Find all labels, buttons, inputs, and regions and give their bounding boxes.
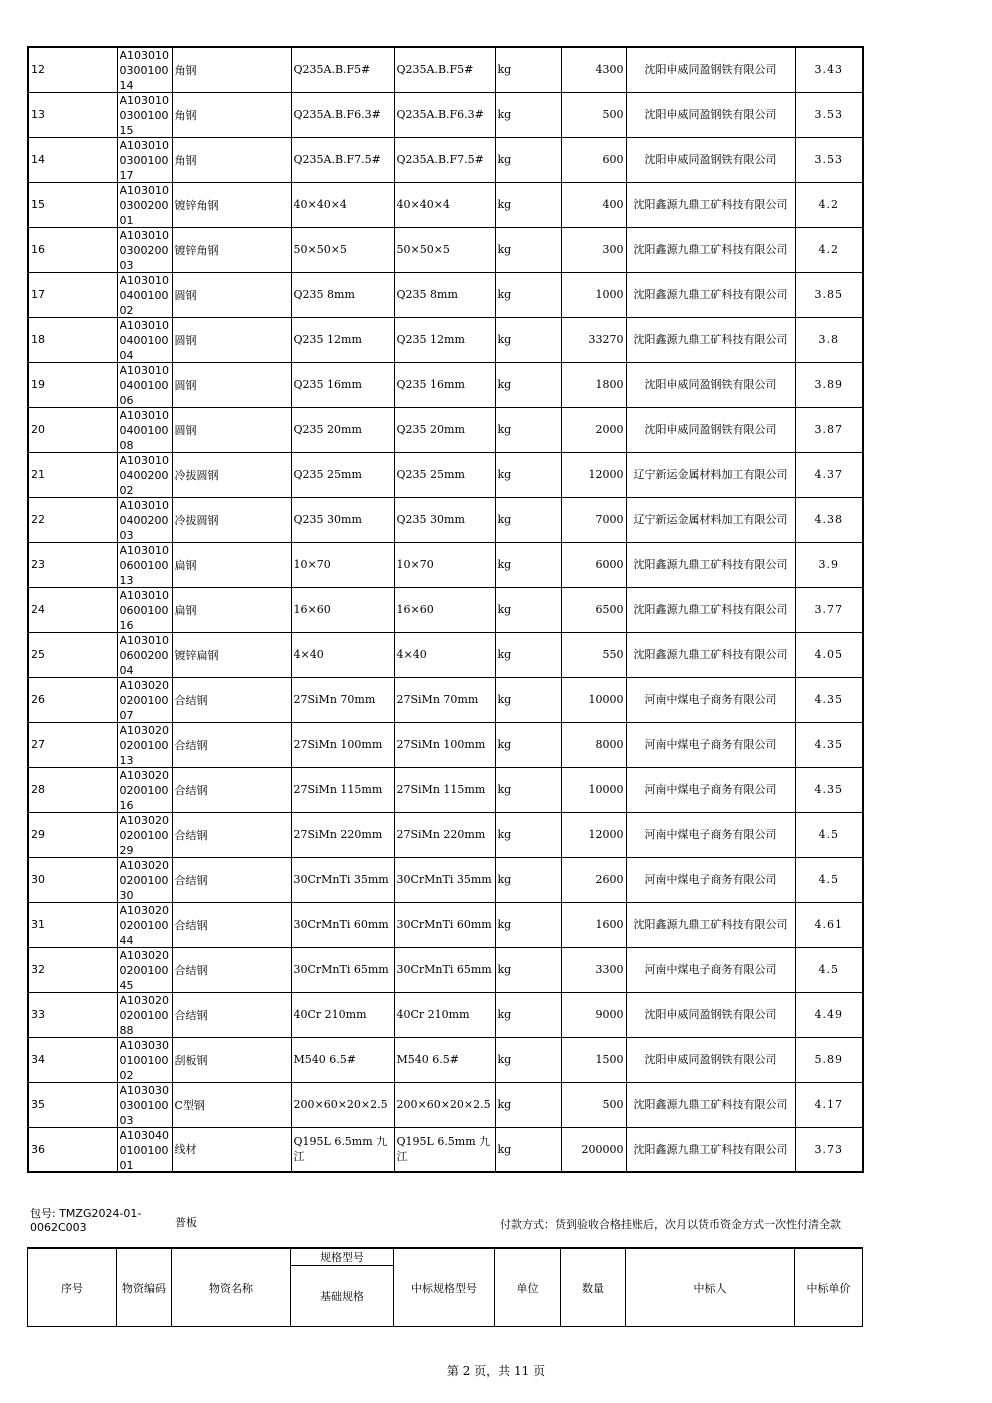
winning-bidder: 沈阳鑫源九鼎工矿科技有限公司 bbox=[626, 902, 795, 947]
winning-bidder: 沈阳申威同盈钢铁有限公司 bbox=[626, 992, 795, 1037]
header-spec-group: 规格型号 bbox=[291, 1248, 394, 1266]
row-number: 17 bbox=[28, 272, 117, 317]
bid-spec: 30CrMnTi 65mm bbox=[394, 947, 495, 992]
unit-price: 4.37 bbox=[795, 452, 863, 497]
winning-bidder: 沈阳鑫源九鼎工矿科技有限公司 bbox=[626, 182, 795, 227]
row-number: 12 bbox=[28, 47, 117, 92]
material-code bbox=[117, 1082, 172, 1127]
table-row bbox=[28, 677, 863, 722]
unit-price: 3.77 bbox=[795, 587, 863, 632]
quantity: 1000 bbox=[561, 272, 626, 317]
winning-bidder: 辽宁新运金属材料加工有限公司 bbox=[626, 497, 795, 542]
material-code bbox=[117, 452, 172, 497]
bid-spec: 10×70 bbox=[394, 542, 495, 587]
table-row bbox=[28, 1082, 863, 1127]
winning-bidder: 沈阳申威同盈钢铁有限公司 bbox=[626, 92, 795, 137]
table-row bbox=[28, 767, 863, 812]
quantity: 550 bbox=[561, 632, 626, 677]
material-code bbox=[117, 362, 172, 407]
quantity: 33270 bbox=[561, 317, 626, 362]
winning-bidder: 沈阳申威同盈钢铁有限公司 bbox=[626, 362, 795, 407]
table-row bbox=[28, 407, 863, 452]
row-number: 24 bbox=[28, 587, 117, 632]
row-number: 26 bbox=[28, 677, 117, 722]
material-code-text: A1030100400200 02 bbox=[119, 454, 170, 496]
material-name: 角钢 bbox=[172, 47, 291, 92]
material-name: 圆钢 bbox=[172, 407, 291, 452]
bid-spec: M540 6.5# bbox=[394, 1037, 495, 1082]
table-row bbox=[28, 542, 863, 587]
header-spec-bid: 中标规格型号 bbox=[394, 1248, 495, 1327]
quantity: 400 bbox=[561, 182, 626, 227]
base-spec: Q235 30mm bbox=[291, 497, 394, 542]
material-name: 镀锌角钢 bbox=[172, 227, 291, 272]
table-row bbox=[28, 992, 863, 1037]
material-name: 合结钢 bbox=[172, 812, 291, 857]
table-row bbox=[28, 902, 863, 947]
material-code-text: A1030200200100 13 bbox=[119, 724, 170, 766]
bid-spec: Q195L 6.5mm 九江 bbox=[394, 1127, 495, 1172]
unit: kg bbox=[495, 902, 561, 947]
header-no: 序号 bbox=[28, 1248, 117, 1327]
quantity: 9000 bbox=[561, 992, 626, 1037]
material-name: 扁钢 bbox=[172, 542, 291, 587]
unit: kg bbox=[495, 1127, 561, 1172]
material-name: 冷拔圆钢 bbox=[172, 452, 291, 497]
unit-price: 4.35 bbox=[795, 722, 863, 767]
bid-spec: Q235 16mm bbox=[394, 362, 495, 407]
quantity: 500 bbox=[561, 1082, 626, 1127]
winning-bidder: 沈阳鑫源九鼎工矿科技有限公司 bbox=[626, 1082, 795, 1127]
package-number: 包号: TMZG2024-01-0062C003 bbox=[30, 1207, 142, 1234]
row-number: 32 bbox=[28, 947, 117, 992]
unit-price: 3.87 bbox=[795, 407, 863, 452]
bid-spec: 27SiMn 115mm bbox=[394, 767, 495, 812]
base-spec: 30CrMnTi 60mm bbox=[291, 902, 394, 947]
unit: kg bbox=[495, 1037, 561, 1082]
row-number: 30 bbox=[28, 857, 117, 902]
unit-price: 4.5 bbox=[795, 857, 863, 902]
header-qty: 数量 bbox=[561, 1248, 626, 1327]
base-spec: 27SiMn 70mm bbox=[291, 677, 394, 722]
quantity: 1500 bbox=[561, 1037, 626, 1082]
unit: kg bbox=[495, 947, 561, 992]
base-spec: 27SiMn 100mm bbox=[291, 722, 394, 767]
unit-price: 4.05 bbox=[795, 632, 863, 677]
base-spec: M540 6.5# bbox=[291, 1037, 394, 1082]
material-code-text: A1030100600200 04 bbox=[119, 634, 170, 676]
material-code bbox=[117, 857, 172, 902]
base-spec: 4×40 bbox=[291, 632, 394, 677]
unit-price: 4.49 bbox=[795, 992, 863, 1037]
bid-spec: Q235 25mm bbox=[394, 452, 495, 497]
base-spec: Q235 12mm bbox=[291, 317, 394, 362]
winning-bidder: 沈阳鑫源九鼎工矿科技有限公司 bbox=[626, 227, 795, 272]
payment-terms: 付款方式：货到验收合格挂账后，次月以货币资金方式一次性付清全款 bbox=[500, 1218, 841, 1231]
material-code bbox=[117, 722, 172, 767]
material-code bbox=[117, 182, 172, 227]
table-row bbox=[28, 452, 863, 497]
unit: kg bbox=[495, 542, 561, 587]
base-spec: Q235 25mm bbox=[291, 452, 394, 497]
material-code bbox=[117, 1037, 172, 1082]
material-name: 合结钢 bbox=[172, 857, 291, 902]
unit: kg bbox=[495, 767, 561, 812]
winning-bidder: 沈阳鑫源九鼎工矿科技有限公司 bbox=[626, 587, 795, 632]
quantity: 6000 bbox=[561, 542, 626, 587]
table-row bbox=[28, 227, 863, 272]
winning-bidder: 沈阳鑫源九鼎工矿科技有限公司 bbox=[626, 1127, 795, 1172]
winning-bidder: 沈阳申威同盈钢铁有限公司 bbox=[626, 407, 795, 452]
unit: kg bbox=[495, 677, 561, 722]
quantity: 1600 bbox=[561, 902, 626, 947]
material-name: 冷拔圆钢 bbox=[172, 497, 291, 542]
material-code-text: A1030100400100 02 bbox=[119, 274, 170, 316]
bid-spec: 30CrMnTi 35mm bbox=[394, 857, 495, 902]
table-row bbox=[28, 92, 863, 137]
table-row bbox=[28, 272, 863, 317]
unit-price: 3.73 bbox=[795, 1127, 863, 1172]
material-name: 合结钢 bbox=[172, 767, 291, 812]
table-row bbox=[28, 722, 863, 767]
material-code bbox=[117, 812, 172, 857]
unit: kg bbox=[495, 587, 561, 632]
bid-spec: 27SiMn 100mm bbox=[394, 722, 495, 767]
material-code-text: A1030100400100 08 bbox=[119, 409, 170, 451]
unit: kg bbox=[495, 812, 561, 857]
table-row bbox=[28, 947, 863, 992]
base-spec: Q195L 6.5mm 九江 bbox=[291, 1127, 394, 1172]
table-row bbox=[28, 317, 863, 362]
material-code bbox=[117, 632, 172, 677]
quantity: 3300 bbox=[561, 947, 626, 992]
material-name: C型钢 bbox=[172, 1082, 291, 1127]
row-number: 16 bbox=[28, 227, 117, 272]
unit: kg bbox=[495, 1082, 561, 1127]
material-name: 刮板钢 bbox=[172, 1037, 291, 1082]
row-number: 27 bbox=[28, 722, 117, 767]
winning-bidder: 沈阳鑫源九鼎工矿科技有限公司 bbox=[626, 632, 795, 677]
quantity: 4300 bbox=[561, 47, 626, 92]
quantity: 600 bbox=[561, 137, 626, 182]
unit-price: 4.2 bbox=[795, 182, 863, 227]
winning-bidder: 河南中煤电子商务有限公司 bbox=[626, 812, 795, 857]
unit: kg bbox=[495, 92, 561, 137]
winning-bidder: 沈阳申威同盈钢铁有限公司 bbox=[626, 137, 795, 182]
material-code-text: A1030200200100 45 bbox=[119, 949, 170, 991]
quantity: 12000 bbox=[561, 812, 626, 857]
material-name: 合结钢 bbox=[172, 722, 291, 767]
bid-spec: 27SiMn 220mm bbox=[394, 812, 495, 857]
table-row bbox=[28, 137, 863, 182]
winning-bidder: 沈阳申威同盈钢铁有限公司 bbox=[626, 47, 795, 92]
unit: kg bbox=[495, 992, 561, 1037]
bid-spec: 40Cr 210mm bbox=[394, 992, 495, 1037]
quantity: 7000 bbox=[561, 497, 626, 542]
table-row bbox=[28, 182, 863, 227]
header-spec-base: 基础规格 bbox=[291, 1266, 394, 1327]
bid-spec: 200×60×20×2.5 bbox=[394, 1082, 495, 1127]
row-number: 33 bbox=[28, 992, 117, 1037]
bid-spec: Q235 8mm bbox=[394, 272, 495, 317]
unit-price: 4.5 bbox=[795, 812, 863, 857]
base-spec: Q235 8mm bbox=[291, 272, 394, 317]
base-spec: 200×60×20×2.5 bbox=[291, 1082, 394, 1127]
quantity: 300 bbox=[561, 227, 626, 272]
base-spec: Q235 16mm bbox=[291, 362, 394, 407]
material-code bbox=[117, 677, 172, 722]
unit-price: 3.8 bbox=[795, 317, 863, 362]
row-number: 13 bbox=[28, 92, 117, 137]
material-code-text: A1030100300200 01 bbox=[119, 184, 170, 226]
material-name: 圆钢 bbox=[172, 362, 291, 407]
bid-spec: 50×50×5 bbox=[394, 227, 495, 272]
unit: kg bbox=[495, 722, 561, 767]
row-number: 23 bbox=[28, 542, 117, 587]
material-name: 圆钢 bbox=[172, 272, 291, 317]
winning-bidder: 河南中煤电子商务有限公司 bbox=[626, 857, 795, 902]
row-number: 25 bbox=[28, 632, 117, 677]
base-spec: Q235 20mm bbox=[291, 407, 394, 452]
bid-spec: 30CrMnTi 60mm bbox=[394, 902, 495, 947]
row-number: 29 bbox=[28, 812, 117, 857]
unit-price: 4.2 bbox=[795, 227, 863, 272]
quantity: 12000 bbox=[561, 452, 626, 497]
material-name: 圆钢 bbox=[172, 317, 291, 362]
table-row bbox=[28, 362, 863, 407]
material-name: 角钢 bbox=[172, 137, 291, 182]
unit-price: 3.89 bbox=[795, 362, 863, 407]
material-code-text: A1030200200100 16 bbox=[119, 769, 170, 811]
material-code bbox=[117, 497, 172, 542]
unit-price: 5.89 bbox=[795, 1037, 863, 1082]
material-name: 镀锌角钢 bbox=[172, 182, 291, 227]
unit: kg bbox=[495, 407, 561, 452]
header-vendor: 中标人 bbox=[626, 1248, 795, 1327]
row-number: 34 bbox=[28, 1037, 117, 1082]
unit-price: 4.5 bbox=[795, 947, 863, 992]
material-name: 合结钢 bbox=[172, 992, 291, 1037]
winning-bidder: 沈阳鑫源九鼎工矿科技有限公司 bbox=[626, 542, 795, 587]
quantity: 200000 bbox=[561, 1127, 626, 1172]
row-number: 14 bbox=[28, 137, 117, 182]
table-row bbox=[28, 1127, 863, 1172]
unit-price: 4.38 bbox=[795, 497, 863, 542]
bid-spec: Q235A.B.F6.3# bbox=[394, 92, 495, 137]
base-spec: 27SiMn 220mm bbox=[291, 812, 394, 857]
table-row bbox=[28, 812, 863, 857]
unit-price: 3.53 bbox=[795, 92, 863, 137]
bid-spec: 16×60 bbox=[394, 587, 495, 632]
unit: kg bbox=[495, 137, 561, 182]
material-code-text: A1030100300100 17 bbox=[119, 139, 170, 181]
unit: kg bbox=[495, 227, 561, 272]
unit: kg bbox=[495, 182, 561, 227]
material-code-text: A1030300100100 02 bbox=[119, 1039, 170, 1081]
material-code-text: A1030100300100 15 bbox=[119, 94, 170, 136]
base-spec: 16×60 bbox=[291, 587, 394, 632]
table-row bbox=[28, 497, 863, 542]
unit-price: 4.35 bbox=[795, 677, 863, 722]
material-code bbox=[117, 317, 172, 362]
material-name: 线材 bbox=[172, 1127, 291, 1172]
unit-price: 3.53 bbox=[795, 137, 863, 182]
material-name: 合结钢 bbox=[172, 677, 291, 722]
quantity: 1800 bbox=[561, 362, 626, 407]
material-code bbox=[117, 92, 172, 137]
header-price: 中标单价 bbox=[795, 1248, 863, 1327]
header-unit: 单位 bbox=[495, 1248, 561, 1327]
material-code-text: A1030100400100 06 bbox=[119, 364, 170, 406]
material-code-text: A1030100300100 14 bbox=[119, 49, 170, 92]
quantity: 8000 bbox=[561, 722, 626, 767]
material-code-text: A1030400100100 01 bbox=[119, 1128, 170, 1171]
material-code bbox=[117, 407, 172, 452]
base-spec: 30CrMnTi 65mm bbox=[291, 947, 394, 992]
material-code bbox=[117, 272, 172, 317]
base-spec: Q235A.B.F7.5# bbox=[291, 137, 394, 182]
row-number: 28 bbox=[28, 767, 117, 812]
row-number: 18 bbox=[28, 317, 117, 362]
unit-price: 3.9 bbox=[795, 542, 863, 587]
material-name: 镀锌扁钢 bbox=[172, 632, 291, 677]
quantity: 2000 bbox=[561, 407, 626, 452]
material-code-text: A1030100400100 04 bbox=[119, 319, 170, 361]
table-row bbox=[28, 1037, 863, 1082]
base-spec: Q235A.B.F5# bbox=[291, 47, 394, 92]
material-code-text: A1030100600100 16 bbox=[119, 589, 170, 631]
bid-spec: 27SiMn 70mm bbox=[394, 677, 495, 722]
material-code-text: A1030100300200 03 bbox=[119, 229, 170, 271]
winning-bidder: 河南中煤电子商务有限公司 bbox=[626, 767, 795, 812]
row-number: 31 bbox=[28, 902, 117, 947]
base-spec: 27SiMn 115mm bbox=[291, 767, 394, 812]
bid-spec: Q235A.B.F5# bbox=[394, 47, 495, 92]
bid-spec: Q235 30mm bbox=[394, 497, 495, 542]
next-table-header bbox=[27, 1247, 863, 1327]
material-code bbox=[117, 47, 172, 92]
material-code bbox=[117, 227, 172, 272]
row-number: 20 bbox=[28, 407, 117, 452]
table-row bbox=[28, 47, 863, 92]
row-number: 15 bbox=[28, 182, 117, 227]
unit-price: 4.61 bbox=[795, 902, 863, 947]
table-row bbox=[28, 587, 863, 632]
row-number: 35 bbox=[28, 1082, 117, 1127]
material-code-text: A1030100400200 03 bbox=[119, 499, 170, 541]
bid-spec: Q235A.B.F7.5# bbox=[394, 137, 495, 182]
unit: kg bbox=[495, 857, 561, 902]
material-name: 扁钢 bbox=[172, 587, 291, 632]
material-code bbox=[117, 992, 172, 1037]
winning-bidder: 沈阳申威同盈钢铁有限公司 bbox=[626, 1037, 795, 1082]
bid-spec: Q235 20mm bbox=[394, 407, 495, 452]
package-category: 普板 bbox=[175, 1216, 197, 1229]
base-spec: 10×70 bbox=[291, 542, 394, 587]
unit-price: 3.43 bbox=[795, 47, 863, 92]
unit: kg bbox=[495, 47, 561, 92]
base-spec: 40Cr 210mm bbox=[291, 992, 394, 1037]
unit: kg bbox=[495, 362, 561, 407]
material-code bbox=[117, 137, 172, 182]
row-number: 36 bbox=[28, 1127, 117, 1172]
winning-bidder: 河南中煤电子商务有限公司 bbox=[626, 677, 795, 722]
bid-spec: 4×40 bbox=[394, 632, 495, 677]
row-number: 21 bbox=[28, 452, 117, 497]
winning-bidder: 辽宁新运金属材料加工有限公司 bbox=[626, 452, 795, 497]
material-code bbox=[117, 947, 172, 992]
winning-bidder: 沈阳鑫源九鼎工矿科技有限公司 bbox=[626, 272, 795, 317]
header-name: 物资名称 bbox=[172, 1248, 291, 1327]
unit: kg bbox=[495, 632, 561, 677]
material-name: 合结钢 bbox=[172, 947, 291, 992]
unit: kg bbox=[495, 452, 561, 497]
quantity: 10000 bbox=[561, 767, 626, 812]
material-code-text: A1030300300100 03 bbox=[119, 1084, 170, 1126]
material-code-text: A1030200200100 44 bbox=[119, 904, 170, 946]
unit: kg bbox=[495, 272, 561, 317]
winning-bidder: 河南中煤电子商务有限公司 bbox=[626, 947, 795, 992]
material-code-text: A1030200200100 07 bbox=[119, 679, 170, 721]
quantity: 2600 bbox=[561, 857, 626, 902]
material-code bbox=[117, 542, 172, 587]
row-number: 22 bbox=[28, 497, 117, 542]
unit-price: 4.17 bbox=[795, 1082, 863, 1127]
material-code-text: A1030200200100 88 bbox=[119, 994, 170, 1036]
base-spec: 40×40×4 bbox=[291, 182, 394, 227]
base-spec: 30CrMnTi 35mm bbox=[291, 857, 394, 902]
material-name: 合结钢 bbox=[172, 902, 291, 947]
quantity: 6500 bbox=[561, 587, 626, 632]
material-code-text: A1030100600100 13 bbox=[119, 544, 170, 586]
bid-spec: Q235 12mm bbox=[394, 317, 495, 362]
page-footer: 第 2 页，共 11 页 bbox=[446, 1364, 546, 1378]
unit: kg bbox=[495, 497, 561, 542]
base-spec: Q235A.B.F6.3# bbox=[291, 92, 394, 137]
material-name: 角钢 bbox=[172, 92, 291, 137]
table-row bbox=[28, 857, 863, 902]
unit-price: 3.85 bbox=[795, 272, 863, 317]
material-code bbox=[117, 1127, 172, 1172]
material-code bbox=[117, 587, 172, 632]
base-spec: 50×50×5 bbox=[291, 227, 394, 272]
bid-spec: 40×40×4 bbox=[394, 182, 495, 227]
winning-bidder: 河南中煤电子商务有限公司 bbox=[626, 722, 795, 767]
items-table bbox=[27, 46, 864, 1173]
material-code bbox=[117, 767, 172, 812]
header-code: 物资编码 bbox=[117, 1248, 172, 1327]
table-row bbox=[28, 632, 863, 677]
material-code bbox=[117, 902, 172, 947]
quantity: 500 bbox=[561, 92, 626, 137]
quantity: 10000 bbox=[561, 677, 626, 722]
material-code-text: A1030200200100 30 bbox=[119, 859, 170, 901]
row-number: 19 bbox=[28, 362, 117, 407]
winning-bidder: 沈阳鑫源九鼎工矿科技有限公司 bbox=[626, 317, 795, 362]
material-code-text: A1030200200100 29 bbox=[119, 814, 170, 856]
unit-price: 4.35 bbox=[795, 767, 863, 812]
unit: kg bbox=[495, 317, 561, 362]
